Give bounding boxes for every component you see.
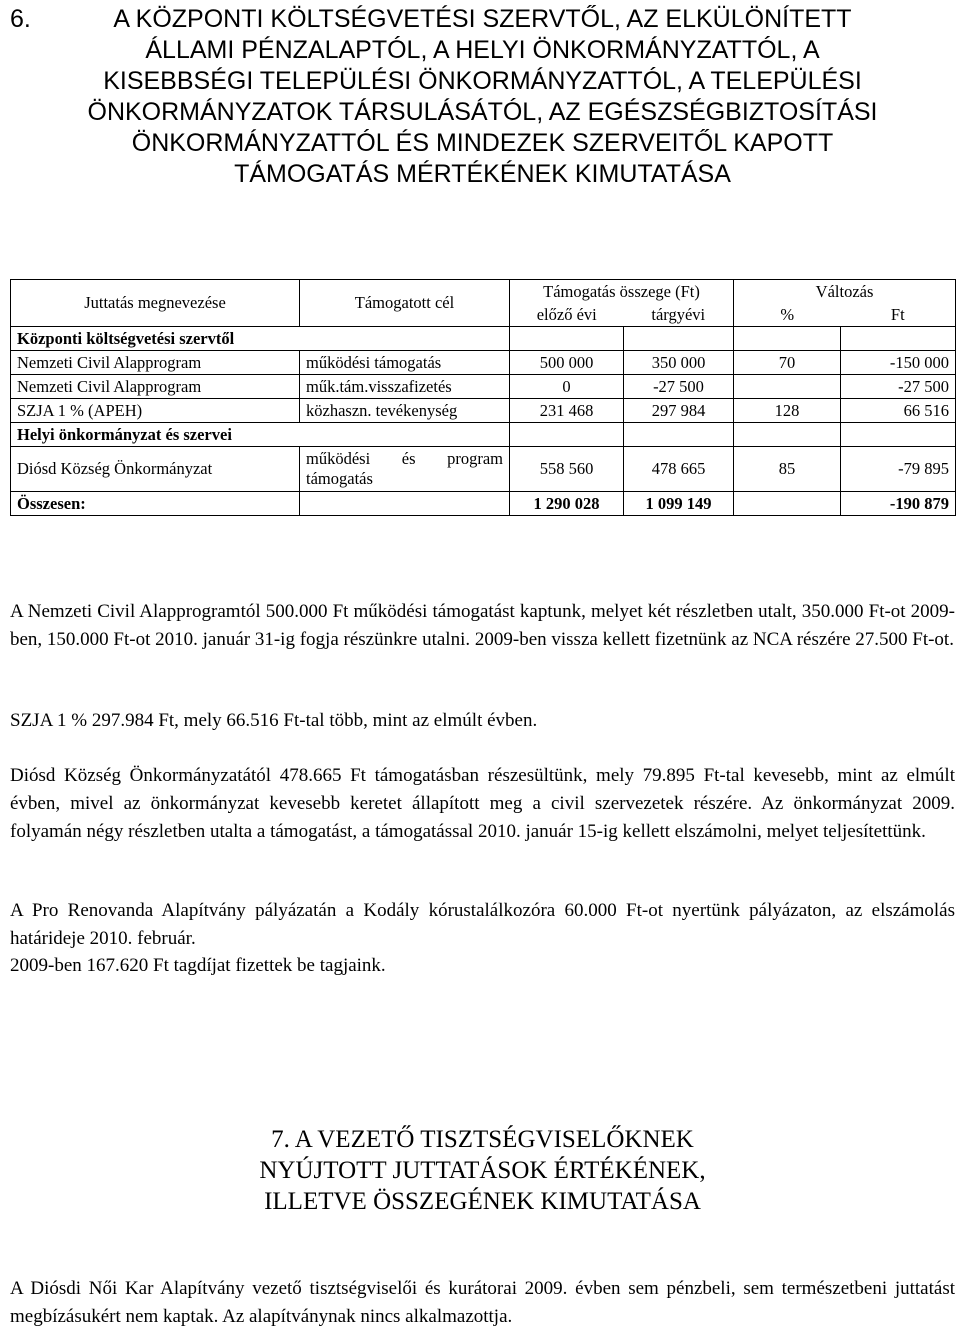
table-row bbox=[11, 399, 956, 423]
total-curr: 1 099 149 bbox=[624, 492, 734, 516]
cell-pct bbox=[734, 375, 841, 399]
cell-ft: -150 000 bbox=[841, 351, 956, 375]
section-6-title-line: ÖNKORMÁNYZATOK TÁRSULÁSÁTÓL, AZ EGÉSZSÉGBIZTOSÍTÁSI bbox=[87, 98, 878, 126]
cell-name: Nemzeti Civil Alapprogram bbox=[11, 351, 300, 375]
cell-goal bbox=[300, 447, 510, 492]
cell-goal-line: támogatás bbox=[306, 469, 373, 488]
section-6-title-line: TÁMOGATÁS MÉRTÉKÉNEK KIMUTATÁSA bbox=[234, 160, 731, 188]
paragraph-nca: A Nemzeti Civil Alapprogramtól 500.000 Ft működési támogatást kaptunk, melyet két részletben utalt, 350.000 Ft-ot 2009-ben, 150.000 Ft-ot 2010. január 31-ig fogja részünkre utalni. 2009-ben vissza kellett fizetnünk az NCA részére 27.500 Ft-ot. bbox=[10, 601, 955, 650]
empty-cell bbox=[624, 423, 734, 447]
paragraph-diosd: Diósd Község Önkormányzatától 478.665 Ft támogatásban részesültünk, mely 79.895 Ft-tal kevesebb, mint az elmúlt évben, mivel az önkormányzat kevesebb keretet állapított meg a civil szervezetek részére. Az önkormányzat 2009. folyamán négy részletben utalta a támogatást, a támogatással 2010. január 15-ig kellett elszámolni, melyet teljesítettünk. bbox=[10, 765, 955, 842]
header-amount: Támogatás összege (Ft) bbox=[510, 280, 734, 304]
empty-cell bbox=[624, 327, 734, 351]
group-label: Központi költségvetési szervtől bbox=[11, 327, 510, 351]
total-label: Összesen: bbox=[11, 492, 300, 516]
cell-prev: 231 468 bbox=[510, 399, 624, 423]
cell-prev: 500 000 bbox=[510, 351, 624, 375]
cell-curr: 478 665 bbox=[624, 447, 734, 492]
header-pct: % bbox=[734, 303, 841, 327]
empty-cell bbox=[300, 492, 510, 516]
cell-curr: 297 984 bbox=[624, 399, 734, 423]
empty-cell bbox=[510, 423, 624, 447]
empty-cell bbox=[841, 423, 956, 447]
paragraph-officers: A Diósdi Női Kar Alapítvány vezető tisztségviselői és kurátorai 2009. évben sem pénzbeli, sem természetbeni juttatást megbízásukért nem kaptak. Az alapítványnak nincs alkalmazottja. bbox=[10, 1278, 955, 1327]
section-6-title-line: ÖNKORMÁNYZATTÓL ÉS MINDEZEK SZERVEITŐL KAPOTT bbox=[131, 129, 834, 157]
cell-pct: 128 bbox=[734, 399, 841, 423]
total-ft: -190 879 bbox=[841, 492, 956, 516]
header-ft: Ft bbox=[841, 303, 956, 327]
empty-cell bbox=[734, 423, 841, 447]
total-prev: 1 290 028 bbox=[510, 492, 624, 516]
cell-goal: műk.tám.visszafizetés bbox=[300, 375, 510, 399]
table-row bbox=[11, 351, 956, 375]
cell-name: SZJA 1 % (APEH) bbox=[11, 399, 300, 423]
group-row bbox=[11, 327, 956, 351]
total-row bbox=[11, 492, 956, 516]
cell-curr: -27 500 bbox=[624, 375, 734, 399]
cell-prev: 0 bbox=[510, 375, 624, 399]
support-table bbox=[10, 279, 956, 516]
header-goal: Támogatott cél bbox=[300, 280, 510, 327]
section-7-title-line: ILLETVE ÖSSZEGÉNEK KIMUTATÁSA bbox=[264, 1188, 701, 1215]
cell-name: Nemzeti Civil Alapprogram bbox=[11, 375, 300, 399]
cell-goal: működési támogatás bbox=[300, 351, 510, 375]
cell-goal: közhaszn. tevékenység bbox=[300, 399, 510, 423]
section-6-number: 6. bbox=[10, 5, 31, 33]
table-header-row bbox=[11, 280, 956, 304]
header-prev: előző évi bbox=[510, 303, 624, 327]
empty-cell bbox=[510, 327, 624, 351]
paragraph-membership: 2009-ben 167.620 Ft tagdíjat fizettek be tagjaink. bbox=[10, 955, 386, 976]
paragraph-szja: SZJA 1 % 297.984 Ft, mely 66.516 Ft-tal több, mint az elmúlt évben. bbox=[10, 710, 538, 731]
section-7-title-line: 7. A VEZETŐ TISZTSÉGVISELŐKNEK bbox=[271, 1126, 694, 1153]
table-row bbox=[11, 375, 956, 399]
group-row bbox=[11, 423, 956, 447]
empty-cell bbox=[734, 492, 841, 516]
cell-prev: 558 560 bbox=[510, 447, 624, 492]
header-name: Juttatás megnevezése bbox=[11, 280, 300, 327]
section-6-title-line: A KÖZPONTI KÖLTSÉGVETÉSI SZERVTŐL, AZ ELKÜLÖNÍTETT bbox=[113, 5, 852, 33]
section-7-title-line: NYÚJTOTT JUTTATÁSOK ÉRTÉKÉNEK, bbox=[259, 1157, 706, 1184]
empty-cell bbox=[841, 327, 956, 351]
cell-pct: 85 bbox=[734, 447, 841, 492]
header-curr: tárgyévi bbox=[624, 303, 734, 327]
cell-ft: 66 516 bbox=[841, 399, 956, 423]
cell-pct: 70 bbox=[734, 351, 841, 375]
cell-goal-line: működési és program bbox=[306, 449, 503, 468]
group-label: Helyi önkormányzat és szervei bbox=[11, 423, 510, 447]
section-7-heading bbox=[10, 1124, 955, 1217]
paragraph-pro-renovanda: A Pro Renovanda Alapítvány pályázatán a Kodály kórustalálkozóra 60.000 Ft-ot nyertünk pályázaton, az elszámolás határideje 2010. február. bbox=[10, 900, 955, 949]
section-6-title-line: ÁLLAMI PÉNZALAPTÓL, A HELYI ÖNKORMÁNYZATTÓL, A bbox=[145, 36, 820, 64]
header-change: Változás bbox=[734, 280, 956, 304]
cell-ft: -27 500 bbox=[841, 375, 956, 399]
section-6-heading bbox=[10, 4, 955, 190]
cell-name: Diósd Község Önkormányzat bbox=[11, 447, 300, 492]
empty-cell bbox=[734, 327, 841, 351]
cell-ft: -79 895 bbox=[841, 447, 956, 492]
cell-curr: 350 000 bbox=[624, 351, 734, 375]
section-6-title-line: KISEBBSÉGI TELEPÜLÉSI ÖNKORMÁNYZATTÓL, A TELEPÜLÉSI bbox=[103, 67, 862, 95]
table-row bbox=[11, 447, 956, 492]
